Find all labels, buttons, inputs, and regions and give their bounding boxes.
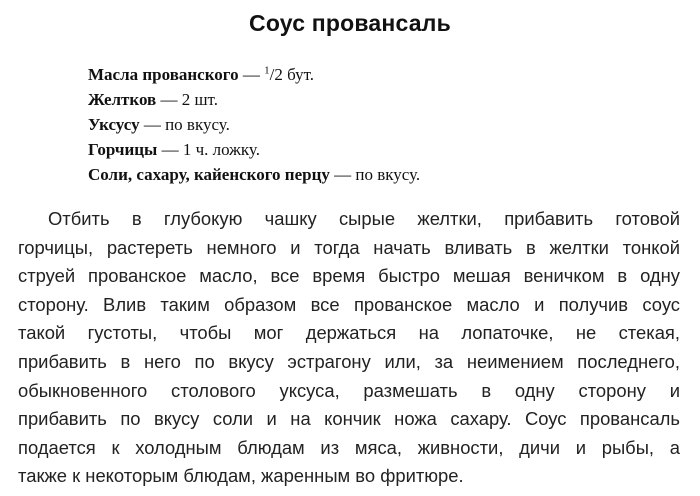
ingredient-item	[88, 137, 688, 162]
instruction-line: прибавить по вкусу соли и на кончик ножа сахару. Соус провансаль	[18, 408, 680, 430]
ingredient-dash: —	[139, 115, 166, 134]
ingredient-item	[88, 112, 688, 137]
ingredient-item	[88, 162, 688, 187]
ingredient-dash: —	[157, 140, 183, 159]
ingredient-amount: 2 шт.	[181, 90, 218, 109]
recipe-title: Соус провансаль	[249, 10, 451, 36]
instruction-line: струей прованское масло, все время быстро мешая веничком в одну	[18, 265, 680, 287]
instruction-line: сторону. Влив таким образом все прованское масло и получив соус	[18, 293, 680, 315]
instruction-line: также к некоторым блюдам, жаренным во фритюре.	[18, 465, 464, 487]
instruction-line: горчицы, растереть немного и тогда начать вливать в желтки тонкой	[18, 236, 680, 258]
instruction-line: такой густоты, чтобы мог держаться на лопаточке, не стекая,	[18, 322, 680, 344]
ingredient-dash: —	[238, 65, 265, 84]
instruction-line: обыкновенного столового уксуса, размешать в одну сторону и	[18, 379, 680, 401]
fraction-numerator: 1	[264, 64, 270, 77]
ingredient-amount-fraction	[264, 62, 283, 87]
ingredient-amount: бут.	[282, 65, 314, 84]
ingredient-amount: по вкусу.	[355, 165, 421, 184]
ingredient-name: Соли, сахару, кайенского перцу	[88, 165, 330, 184]
ingredient-name: Уксусу	[88, 115, 140, 134]
ingredient-name: Желтков	[88, 90, 157, 109]
fraction-separator: /	[269, 65, 275, 84]
ingredient-name: Масла прованского	[88, 65, 239, 84]
ingredient-amount: 1 ч. ложку.	[182, 140, 260, 159]
ingredient-amount: по вкусу.	[165, 115, 230, 134]
ingredient-item	[88, 62, 688, 87]
recipe-instructions	[18, 205, 680, 491]
instruction-line: прибавить в него по вкусу эстрагону или, за неимением последнего,	[18, 350, 680, 372]
instruction-line: Отбить в глубокую чашку сырые желтки, прибавить готовой	[48, 208, 680, 229]
ingredient-dash: —	[156, 90, 182, 109]
ingredient-name: Горчицы	[88, 140, 158, 159]
ingredients-list	[88, 62, 688, 187]
instruction-line: подается к холодным блюдам из мяса, живности, дичи и рыбы, а	[18, 436, 680, 458]
ingredient-item	[88, 87, 688, 112]
fraction-denominator: 2	[274, 65, 283, 84]
ingredient-dash: —	[329, 165, 356, 184]
